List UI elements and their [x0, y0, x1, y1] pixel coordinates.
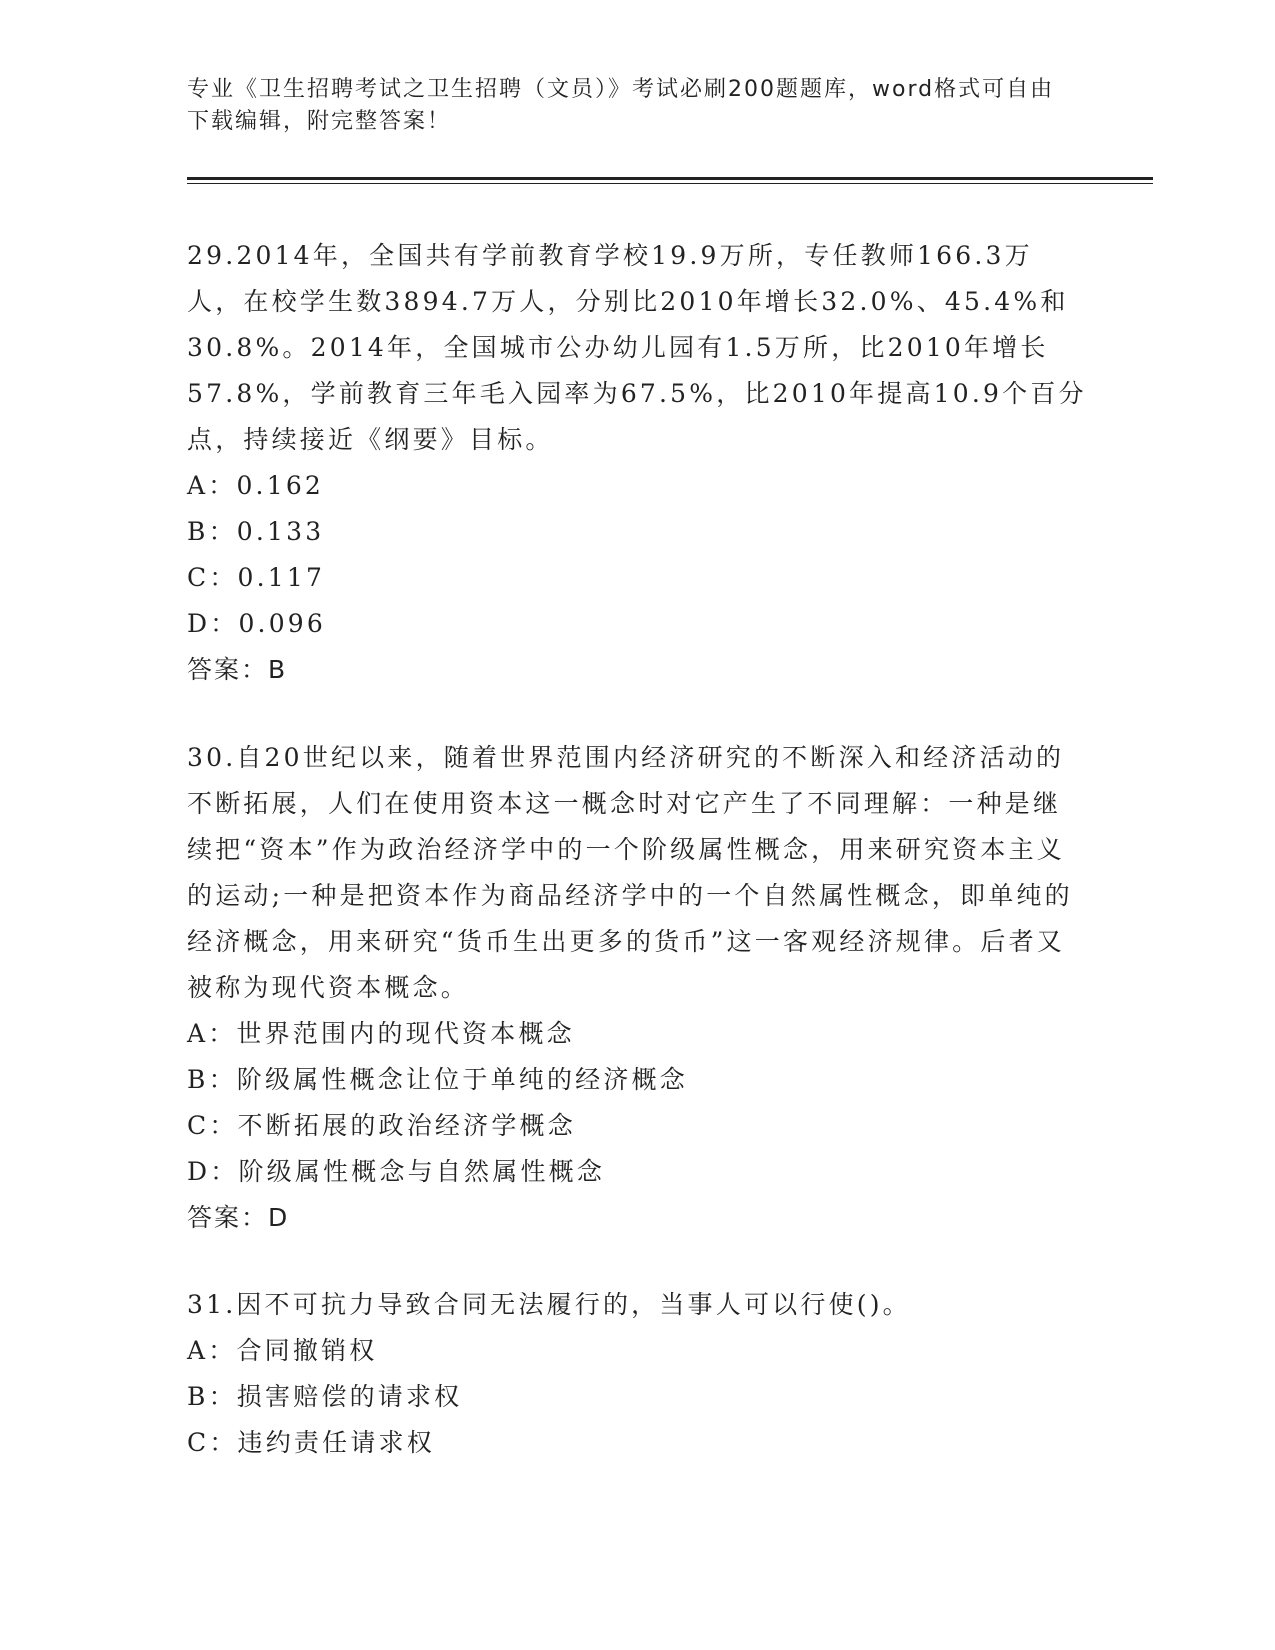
option-c: C：0.117 [187, 563, 326, 592]
header-divider-thin [187, 183, 1153, 184]
option-d: D：阶级属性概念与自然属性概念 [187, 1157, 606, 1186]
option-b: B：损害赔偿的请求权 [187, 1382, 463, 1411]
answer-label: 答案：B [187, 655, 288, 684]
document-header: 专业《卫生招聘考试之卫生招聘（文员）》考试必刷200题题库，word格式可自由下载编辑，附完整答案！ [187, 77, 1055, 134]
option-c: C：违约责任请求权 [187, 1428, 435, 1457]
option-a: A：世界范围内的现代资本概念 [187, 1019, 575, 1048]
question-stem: 30.自20世纪以来，随着世界范围内经济研究的不断深入和经济活动的不断拓展，人们在使用资本这一概念时对它产生了不同理解：一种是继续把“资本”作为政治经济学中的一个阶级属性概念，用来研究资本主义的运动;一种是把资本作为商品经济学中的一个自然属性概念，即单纯的经济概念，用来研究“货币生出更多的货币”这一客观经济规律。后者又被称为现代资本概念。 [187, 743, 1073, 1002]
answer-label: 答案：D [187, 1203, 290, 1232]
question-29 [187, 233, 1087, 693]
question-30 [187, 735, 1087, 1241]
option-c: C：不断拓展的政治经济学概念 [187, 1111, 576, 1140]
question-stem: 29.2014年，全国共有学前教育学校19.9万所，专任教师166.3万人，在校学生数3894.7万人，分别比2010年增长32.0%、45.4%和30.8%。2014年，全国城市公办幼儿园有1.5万所，比2010年增长57.8%，学前教育三年毛入园率为67.5%，比2010年提高10.9个百分点，持续接近《纲要》目标。 [187, 241, 1087, 454]
option-d: D：0.096 [187, 609, 327, 638]
option-b: B：0.133 [187, 517, 325, 546]
question-31 [187, 1282, 1087, 1466]
question-stem: 31.因不可抗力导致合同无法履行的，当事人可以行使()。 [187, 1290, 911, 1319]
option-b: B：阶级属性概念让位于单纯的经济概念 [187, 1065, 688, 1094]
option-a: A：合同撤销权 [187, 1336, 378, 1365]
header-divider-thick [187, 177, 1153, 180]
option-a: A：0.162 [187, 471, 325, 500]
